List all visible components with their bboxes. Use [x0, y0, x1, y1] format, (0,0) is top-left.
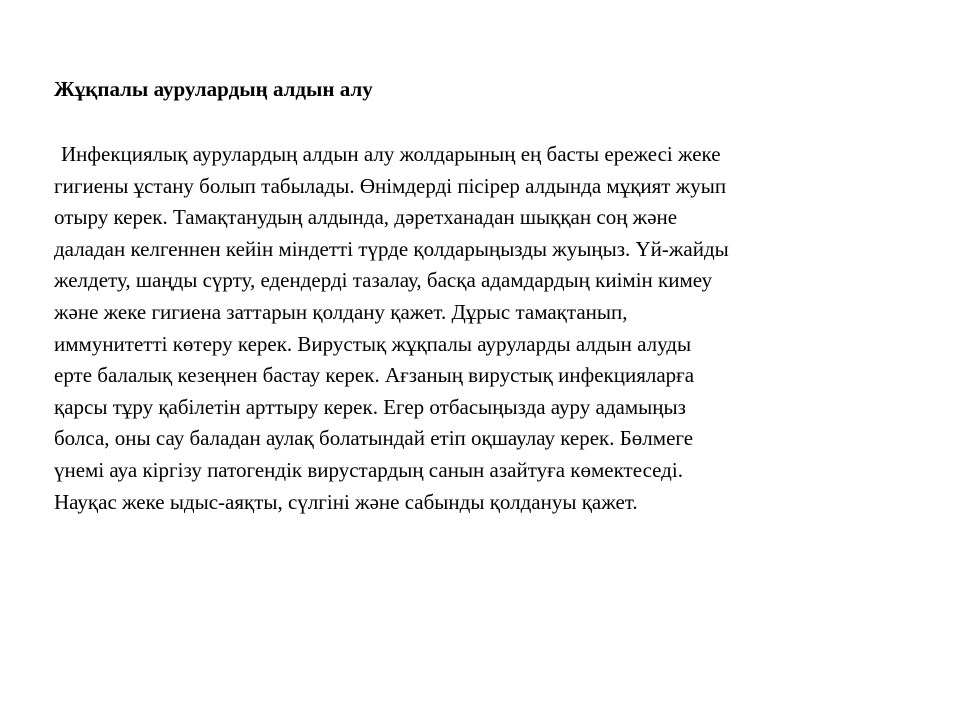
paragraph-line: желдету, шаңды сүрту, едендерді тазалау, басқа адамдардың киімін кимеу [54, 268, 713, 293]
document-body [54, 139, 924, 518]
paragraph-line: жəне жеке гигиена заттарын қолдану қажет. Дұрыс тамақтанып, [54, 299, 628, 324]
paragraph-line: Науқас жеке ыдыс-аяқты, сүлгіні жəне сабынды қолдануы қажет. [54, 489, 638, 514]
paragraph-line: Инфекциялық аурулардың алдын алу жолдарының ең басты ережесі жеке [61, 142, 721, 166]
paragraph-line: гигиены ұстану болып табылады. Өнімдерді пісірер алдында мұқият жуып [54, 173, 727, 198]
paragraph-line: қарсы тұру қабілетін арттыру керек. Егер отбасыңызда ауру адамыңыз [54, 394, 686, 419]
paragraph-line: ерте балалық кезеңнен бастау керек. Ағзаның вирустық инфекцияларға [54, 363, 695, 388]
paragraph-line: үнемі ауа кіргізу патогендік вирустардың санын азайтуға көмектеседі. [54, 457, 683, 482]
paragraph-line: отыру керек. Тамақтанудың алдында, дəретханадан шыққан соң жəне [54, 205, 678, 230]
document-title: Жұқпалы аурулардың алдын алу [54, 77, 373, 101]
paragraph-line: болса, оны сау баладан аулақ болатындай етіп оқшаулау керек. Бөлмеге [54, 426, 694, 451]
paragraph-line: даладан келгеннен кейін міндетті түрде қолдарыңызды жуыңыз. Үй-жайды [54, 236, 729, 261]
paragraph-line: иммунитетті көтеру керек. Вирустық жұқпалы ауруларды алдын алуды [54, 331, 692, 356]
